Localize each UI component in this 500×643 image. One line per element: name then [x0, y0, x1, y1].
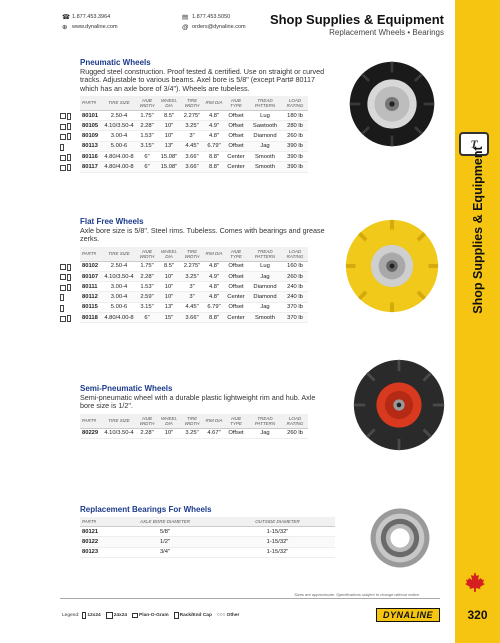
legend-12x24-icon: [60, 294, 64, 301]
row-legend-mark: [60, 262, 80, 272]
sidebar-title: Shop Supplies & Equipment: [470, 146, 485, 314]
table-cell: 3.66": [180, 162, 204, 172]
legend-12x24-icon: [67, 264, 71, 271]
column-header: OUTSIDE DIAMETER: [220, 517, 335, 527]
table-cell: 2.59": [136, 292, 158, 302]
column-header: RIM DIA: [204, 247, 224, 262]
table-cell: 260 lb: [282, 131, 308, 141]
table-cell: 6": [136, 313, 158, 323]
email-link[interactable]: orders@dynaline.com: [192, 24, 246, 30]
table-cell: 390 lb: [282, 141, 308, 151]
table-cell: 10": [158, 131, 180, 141]
section-description: Semi-pneumatic wheel with a durable plastic lightweight rim and hub. Axle bore size is 1/2".: [80, 393, 316, 411]
table-cell: Center: [224, 162, 248, 172]
table-cell: Center: [224, 313, 248, 323]
table-cell: 3": [180, 131, 204, 141]
table-cell: 8.8": [204, 152, 224, 162]
table-cell: Offset: [224, 110, 248, 120]
section-title: Flat Free Wheels: [80, 217, 144, 226]
section-description: Axle bore size is 5/8". Steel rims. Tubeless. Comes with bearings and grease zerks.: [80, 226, 325, 244]
column-header: TIRE SIZE: [102, 247, 136, 262]
table-row: [80, 152, 308, 162]
column-header: TREAD PATTERN: [248, 247, 282, 262]
row-legend-mark: [60, 303, 80, 313]
table-cell: 280 lb: [282, 121, 308, 131]
table-cell: Diamond: [248, 282, 282, 292]
column-header: HUB WIDTH: [136, 96, 158, 111]
table-cell: 8.5": [158, 110, 180, 120]
table-cell: 5.00-6: [102, 302, 136, 312]
website-link[interactable]: www.dynaline.com: [72, 24, 118, 30]
pneumatic-table: [80, 96, 308, 173]
part-number: 80115: [80, 302, 102, 312]
table-cell: 390 lb: [282, 152, 308, 162]
table-cell: Offset: [224, 131, 248, 141]
table-cell: 6": [136, 162, 158, 172]
table-cell: 4.8": [204, 292, 224, 302]
page-number: 320: [467, 608, 488, 622]
table-cell: 240 lb: [282, 292, 308, 302]
table-row: [80, 261, 308, 271]
table-cell: 2.50-4: [102, 261, 136, 271]
flatfree-table: [80, 247, 308, 324]
column-header: LOAD RATING: [282, 414, 308, 429]
table-cell: 10": [158, 282, 180, 292]
legend-24x24-icon: [60, 285, 66, 291]
column-header: PART#: [80, 247, 102, 262]
pneumatic-wheel-image: [348, 60, 436, 148]
row-legend-mark: [60, 111, 80, 121]
table-cell: 160 lb: [282, 261, 308, 271]
table-cell: 3.25": [180, 428, 204, 438]
column-header: HUB TYPE: [224, 414, 248, 429]
maple-leaf-icon: [463, 570, 487, 594]
table-row: [80, 302, 308, 312]
table-cell: 4.80/4.00-8: [102, 162, 136, 172]
table-cell: 4.8": [204, 282, 224, 292]
table-row: [80, 547, 335, 557]
legend-24x24-icon: [60, 155, 66, 161]
table-cell: Center: [224, 152, 248, 162]
column-header: TIRE WIDTH: [180, 414, 204, 429]
column-header: WHEEL DIA: [158, 96, 180, 111]
column-header: LOAD RATING: [282, 247, 308, 262]
row-legend-mark: [60, 283, 80, 293]
column-header: HUB WIDTH: [136, 414, 158, 429]
table-cell: 10": [158, 428, 180, 438]
column-header: RIM DIA: [204, 96, 224, 111]
section-description: Rugged steel construction. Proof tested & certified. Use on straight or curved tracks. Adjustable to various beams. Axel bore is 5/8" (except Part# 80117 which has an axle bore of 3/4"). Wheels are tubeless.: [80, 67, 325, 93]
page-header: [270, 12, 444, 37]
table-cell: 2.275": [180, 261, 204, 271]
table-cell: 1.53": [136, 131, 158, 141]
legend-12x24-icon: [67, 113, 71, 120]
column-header: WHEEL DIA: [158, 414, 180, 429]
table-cell: 4.8": [204, 261, 224, 271]
table-cell: 4.9": [204, 271, 224, 281]
column-header: TREAD PATTERN: [248, 96, 282, 111]
table-cell: Offset: [224, 141, 248, 151]
table-cell: 3.66": [180, 152, 204, 162]
table-row: [80, 131, 308, 141]
table-cell: 4.8": [204, 131, 224, 141]
table-cell: 15.08": [158, 152, 180, 162]
row-legend-mark: [60, 122, 80, 132]
table-cell: 5.00-6: [102, 141, 136, 151]
table-cell: 2.275": [180, 110, 204, 120]
table-row: [80, 162, 308, 172]
table-cell: 6.79": [204, 141, 224, 151]
row-legend-mark: [60, 142, 80, 152]
table-cell: 4.67": [204, 428, 224, 438]
legend-other: ○○○ Other: [216, 613, 240, 618]
table-cell: 10": [158, 271, 180, 281]
column-header: LOAD RATING: [282, 96, 308, 111]
table-row: [80, 141, 308, 151]
row-legend-mark: [60, 153, 80, 163]
legend-24x24-icon: [60, 264, 66, 270]
table-cell: 2.28": [136, 271, 158, 281]
table-cell: 260 lb: [282, 428, 308, 438]
legend: [62, 612, 244, 619]
legend-24x24-icon: [60, 274, 66, 280]
page-title: Shop Supplies & Equipment: [269, 12, 444, 27]
legend-planogram: Plan-O-Gram: [132, 613, 169, 618]
table-cell: 6.79": [204, 302, 224, 312]
semipneumatic-wheel-image: [352, 358, 446, 452]
table-cell: 15.08": [158, 162, 180, 172]
email-icon: @: [182, 23, 189, 31]
table-row: [80, 271, 308, 281]
sidebar: [455, 0, 500, 643]
table-cell: 3.25": [180, 121, 204, 131]
part-number: 80107: [80, 271, 102, 281]
part-number: 80111: [80, 282, 102, 292]
table-cell: 1-15/32": [220, 537, 335, 547]
part-number: 80116: [80, 152, 102, 162]
footer-divider: [60, 598, 440, 599]
table-row: [80, 292, 308, 302]
table-cell: 1-15/32": [220, 527, 335, 537]
table-cell: 15": [158, 313, 180, 323]
table-cell: 5/8": [110, 527, 220, 537]
table-cell: 4.8": [204, 110, 224, 120]
table-row: [80, 527, 335, 537]
category-badge: T: [459, 132, 489, 156]
table-cell: Sawtooth: [248, 121, 282, 131]
table-row: [80, 537, 335, 547]
table-cell: 3.15": [136, 302, 158, 312]
table-cell: 10": [158, 292, 180, 302]
table-cell: 3.25": [180, 271, 204, 281]
table-cell: 4.45": [180, 141, 204, 151]
table-cell: Smooth: [248, 152, 282, 162]
table-cell: 6": [136, 152, 158, 162]
legend-24x24-icon: [60, 113, 66, 119]
table-cell: 3.00-4: [102, 131, 136, 141]
table-cell: 8.5": [158, 261, 180, 271]
fax-icon: ▤: [182, 14, 189, 21]
legend-12x24-icon: [60, 305, 64, 312]
legend-24x24: 24x24: [106, 612, 127, 619]
column-header: RIM DIA: [204, 414, 224, 429]
table-cell: Offset: [224, 282, 248, 292]
table-cell: 4.10/3.50-4: [102, 271, 136, 281]
legend-12x24-icon: [60, 144, 64, 151]
row-legend-mark: [60, 132, 80, 142]
phone-1: 1.877.453.3964: [72, 14, 111, 20]
column-header: TIRE WIDTH: [180, 247, 204, 262]
legend-24x24-icon: [60, 165, 66, 171]
table-cell: 240 lb: [282, 282, 308, 292]
table-cell: 1.75": [136, 261, 158, 271]
bearings-table: [80, 517, 335, 558]
pneumatic-section: [80, 58, 330, 173]
table-cell: 370 lb: [282, 313, 308, 323]
column-header: TREAD PATTERN: [248, 414, 282, 429]
legend-12x24-icon: [67, 154, 71, 161]
table-cell: 4.45": [180, 302, 204, 312]
table-cell: 2.50-4: [102, 110, 136, 120]
column-header: PART#: [80, 96, 102, 111]
table-cell: 1-15/32": [220, 547, 335, 557]
table-cell: 3/4": [110, 547, 220, 557]
table-cell: 3": [180, 292, 204, 302]
disclaimer: Sizes are approximate. Specifications subject to change without notice.: [294, 592, 420, 597]
legend-12x24-icon: [67, 164, 71, 171]
column-header: PART#: [80, 414, 102, 429]
legend-12x24-icon: [67, 274, 71, 281]
table-cell: 1/2": [110, 537, 220, 547]
brand-logo: DYNALINE: [376, 608, 440, 622]
table-cell: 3.00-4: [102, 282, 136, 292]
part-number: 80123: [80, 547, 110, 557]
table-cell: 180 lb: [282, 110, 308, 120]
table-cell: 8.8": [204, 313, 224, 323]
part-number: 80101: [80, 110, 102, 120]
legend-12x24-icon: [67, 133, 71, 140]
table-cell: 10": [158, 121, 180, 131]
column-header: WHEEL DIA: [158, 247, 180, 262]
table-row: [80, 121, 308, 131]
table-cell: 8.8": [204, 162, 224, 172]
table-cell: Diamond: [248, 292, 282, 302]
table-cell: 13": [158, 302, 180, 312]
table-cell: 2.28": [136, 121, 158, 131]
table-cell: 3": [180, 282, 204, 292]
table-cell: Offset: [224, 261, 248, 271]
table-cell: 1.75": [136, 110, 158, 120]
part-number: 80121: [80, 527, 110, 537]
section-title: Semi-Pneumatic Wheels: [80, 384, 173, 393]
table-row: [80, 110, 308, 120]
table-cell: Lug: [248, 261, 282, 271]
table-cell: Lug: [248, 110, 282, 120]
column-header: HUB TYPE: [224, 247, 248, 262]
globe-icon: ⊕: [62, 24, 68, 31]
part-number: 80105: [80, 121, 102, 131]
row-legend-mark: [60, 272, 80, 282]
legend-rack-endcap: Rack/End Cap: [174, 612, 212, 619]
table-cell: Diamond: [248, 131, 282, 141]
table-cell: 260 lb: [282, 271, 308, 281]
row-legend-mark: [60, 163, 80, 173]
legend-label: Legend:: [62, 613, 80, 618]
semipneumatic-table: [80, 414, 308, 439]
table-cell: 3.15": [136, 141, 158, 151]
column-header: HUB WIDTH: [136, 247, 158, 262]
column-header: TIRE SIZE: [102, 96, 136, 111]
column-header: TIRE WIDTH: [180, 96, 204, 111]
bearings-section: [80, 505, 335, 558]
table-cell: 1.53": [136, 282, 158, 292]
table-cell: 13": [158, 141, 180, 151]
table-cell: 390 lb: [282, 162, 308, 172]
table-cell: 370 lb: [282, 302, 308, 312]
column-header: HUB TYPE: [224, 96, 248, 111]
table-cell: Smooth: [248, 313, 282, 323]
table-cell: Jag: [248, 141, 282, 151]
column-header: TIRE SIZE: [102, 414, 136, 429]
legend-24x24-icon: [60, 316, 66, 322]
table-cell: Offset: [224, 121, 248, 131]
bearing-image: [368, 506, 432, 570]
section-title: Pneumatic Wheels: [80, 58, 151, 67]
row-legend-mark: [60, 314, 80, 324]
table-cell: 3.00-4: [102, 292, 136, 302]
table-cell: Offset: [224, 271, 248, 281]
table-cell: Jag: [248, 302, 282, 312]
table-row: [80, 282, 308, 292]
table-cell: 4.80/4.00-8: [102, 313, 136, 323]
page-subtitle: Replacement Wheels • Bearings: [329, 28, 444, 37]
flatfree-wheel-image: [344, 218, 440, 314]
table-cell: 4.10/3.50-4: [102, 121, 136, 131]
legend-12x24-icon: [67, 284, 71, 291]
phone-2: 1.877.453.5050: [192, 14, 231, 20]
part-number: 80117: [80, 162, 102, 172]
part-number: 80113: [80, 141, 102, 151]
legend-12x24-icon: [67, 123, 71, 130]
flatfree-section: [80, 217, 330, 323]
table-cell: Jag: [248, 428, 282, 438]
table-cell: Jag: [248, 271, 282, 281]
part-number: 80229: [80, 428, 102, 438]
part-number: 80118: [80, 313, 102, 323]
table-cell: 2.28": [136, 428, 158, 438]
table-cell: 4.10/3.50-4: [102, 428, 136, 438]
legend-12x24: 12x24: [82, 612, 100, 619]
table-cell: Offset: [224, 302, 248, 312]
table-row: [80, 313, 308, 323]
table-cell: 4.80/4.00-8: [102, 152, 136, 162]
legend-12x24-icon: [67, 315, 71, 322]
table-cell: Center: [224, 292, 248, 302]
part-number: 80122: [80, 537, 110, 547]
part-number: 80102: [80, 261, 102, 271]
phone-icon: ☎: [62, 14, 71, 21]
column-header: AXLE BORE DIAMETER: [110, 517, 220, 527]
legend-24x24-icon: [60, 124, 66, 130]
semipneumatic-section: [80, 384, 330, 439]
section-title: Replacement Bearings For Wheels: [80, 505, 212, 514]
legend-24x24-icon: [60, 134, 66, 140]
contact-info: [62, 12, 302, 32]
column-header: PART#: [80, 517, 110, 527]
row-legend-mark: [60, 293, 80, 303]
table-cell: Smooth: [248, 162, 282, 172]
table-cell: 4.9": [204, 121, 224, 131]
table-cell: 3.66": [180, 313, 204, 323]
part-number: 80112: [80, 292, 102, 302]
part-number: 80109: [80, 131, 102, 141]
table-row: [80, 428, 308, 438]
table-cell: Offset: [224, 428, 248, 438]
